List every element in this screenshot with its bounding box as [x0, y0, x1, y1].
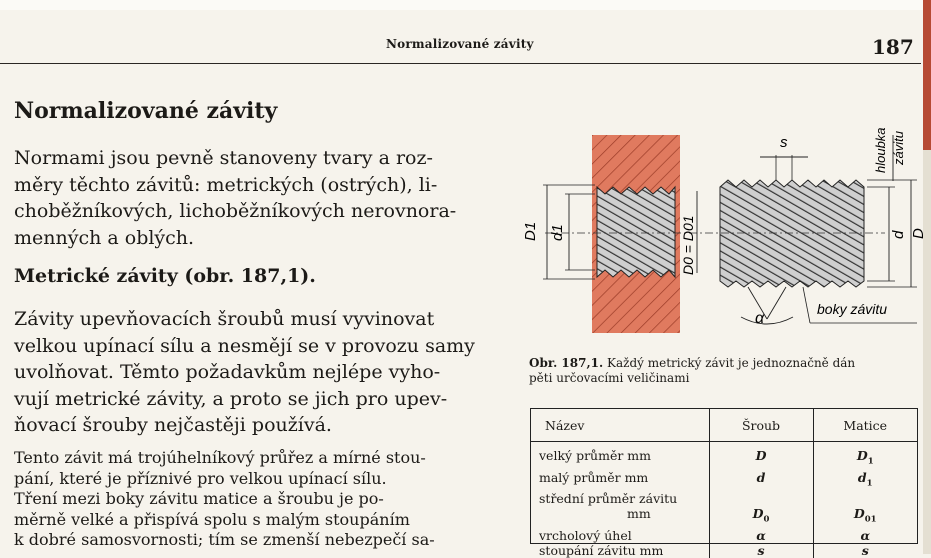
cell-name: mm [627, 506, 651, 521]
text-line: uvolňovat. Těmto požadavkům nejlépe vyho- [14, 361, 441, 383]
cell-nut: $D_1$ [813, 442, 917, 470]
text-line: Závity upevňovacích šroubů musí vyvinovat [14, 308, 435, 330]
cell-screw: D [709, 442, 813, 470]
header-rule [0, 63, 921, 64]
lead-paragraph [14, 145, 456, 251]
cell-name: vrcholový úhel [539, 527, 632, 543]
alpha-arc [741, 317, 793, 324]
label-s: s [780, 134, 788, 151]
figure-caption [529, 356, 855, 386]
label-D1: D1 [522, 221, 539, 241]
cell-screw: $D_0$ [709, 506, 813, 528]
label-hloubka: hloubka [873, 127, 888, 173]
page-top-band [0, 0, 931, 10]
page-number: 187 [872, 35, 914, 59]
cell-nut: $d_1$ [813, 470, 917, 492]
cell-screw: d [709, 470, 813, 492]
text-line: k dobré samosvornosti; tím se zmenší nebezpečí sa- [14, 530, 435, 549]
text-line: pání, které je příznivé pro velkou upínací sílu. [14, 468, 387, 488]
table-row [531, 528, 917, 543]
quantities-table [530, 408, 918, 558]
label-boky-zavitu: boky závitu [817, 301, 888, 317]
column-header-name: Název [531, 409, 709, 442]
cell-nut: α [813, 528, 917, 543]
label-zavitu: závitu [891, 131, 906, 165]
text-line: měry těchto závitů: metrických (ostrých), li- [14, 173, 438, 196]
text-line: vují metrické závity, a proto se jich pro upev- [14, 387, 448, 410]
running-header-title: Normalizované závity [386, 37, 534, 51]
cell-screw: s [709, 543, 813, 558]
column-header-nut: Matice [813, 409, 917, 442]
cell-nut [813, 491, 917, 506]
column-header-screw: Šroub [709, 409, 813, 442]
cell-nut: s [813, 543, 917, 558]
table-row [531, 442, 917, 470]
thread-figure [505, 95, 925, 345]
paragraph-trojuhelnikovy [14, 448, 435, 551]
text-line: měrně velké a přispívá spolu s malým stoupáním [14, 509, 410, 529]
table-row [531, 491, 917, 506]
text-line: choběžníkových, lichoběžníkových nerovnora- [14, 200, 457, 222]
cell-name: velký průměr mm [539, 448, 651, 463]
cell-screw [709, 491, 813, 506]
text-line: velkou upínací sílu a nesmějí se v provozu samy [14, 334, 475, 357]
cell-nut: $D_{01}$ [813, 506, 917, 528]
text-line: menných a oblých. [14, 226, 195, 249]
cell-screw: α [709, 528, 813, 543]
table-row [531, 543, 917, 558]
cell-name: malý průměr mm [539, 469, 649, 485]
caption-line-1: Každý metrický závit je jednoznačně dán [607, 356, 856, 370]
caption-label: Obr. 187,1. [529, 356, 604, 370]
cell-name: střední průměr závitu [539, 491, 678, 506]
text-line: ňovací šrouby nejčastěji používá. [14, 414, 332, 436]
paragraph-upevnovaci [14, 306, 475, 439]
caption-line-2: pěti určovacími veličinami [529, 371, 690, 385]
table-row [531, 506, 917, 528]
label-d: d [890, 230, 907, 239]
nut-thread [597, 187, 675, 277]
label-alpha: α [755, 310, 765, 327]
subsection-heading: Metrické závity (obr. 187,1). [14, 265, 316, 287]
cell-name: stoupání závitu mm [539, 542, 664, 558]
text-line: Tření mezi boky závitu matice a šroubu je po- [14, 489, 384, 508]
label-D0: D0 = D01 [680, 215, 696, 275]
screw-section [720, 180, 864, 287]
label-D: D [910, 228, 927, 239]
text-line: Normami jsou pevně stanoveny tvary a roz- [14, 147, 433, 169]
label-d1: d1 [549, 224, 566, 241]
table-row [531, 470, 917, 492]
section-heading: Normalizované závity [14, 98, 278, 124]
text-line: Tento závit má trojúhelníkový průřez a mírné stou- [14, 448, 426, 467]
